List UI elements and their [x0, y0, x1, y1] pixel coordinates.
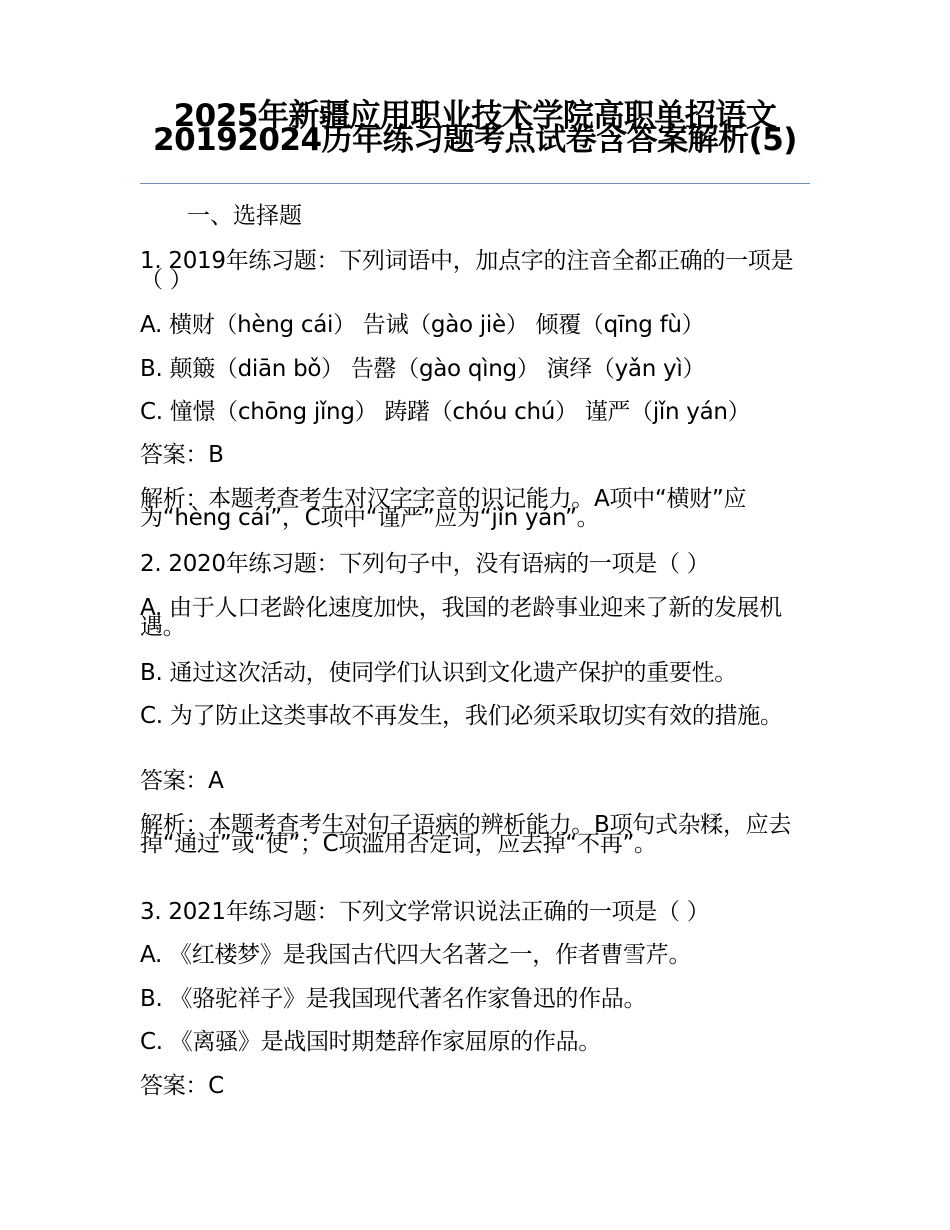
question-1-answer: 答案：B	[140, 442, 224, 468]
question-3-option-a: A. 《红楼梦》是我国古代四大名著之一，作者曹雪芹。	[140, 942, 692, 968]
question-1-stem: 1. 2019年练习题：下列词语中，加点字的注音全都正确的一项是（ ）	[140, 248, 794, 293]
question-1-option-a: A. 横财（hèng cái） 告诫（gào jiè） 倾覆（qīng fù）	[140, 312, 705, 338]
section-heading: 一、选择题	[187, 203, 302, 229]
question-3-option-c: C. 《离骚》是战国时期楚辞作家屈原的作品。	[140, 1029, 602, 1055]
question-3-answer: 答案：C	[140, 1073, 224, 1099]
question-2-option-c: C. 为了防止这类事故不再发生，我们必须采取切实有效的措施。	[140, 703, 783, 729]
document-title: 2025年新疆应用职业技术学院高职单招语文20192024历年练习题考点试卷含答案解析(5)	[153, 98, 797, 158]
question-2-option-b: B. 通过这次活动，使同学们认识到文化遗产保护的重要性。	[140, 660, 738, 686]
question-1-option-c: C. 憧憬（chōng jǐng） 踌躇（chóu chú） 谨严（jǐn yán）	[140, 399, 751, 425]
question-2-stem: 2. 2020年练习题：下列句子中，没有语病的一项是（ ）	[140, 551, 710, 577]
question-3-option-b: B. 《骆驼祥子》是我国现代著名作家鲁迅的作品。	[140, 986, 647, 1012]
title-divider	[140, 183, 810, 184]
question-2-option-a: A. 由于人口老龄化速度加快，我国的老龄事业迎来了新的发展机遇。	[140, 595, 782, 640]
question-1-option-b: B. 颠簸（diān bǒ） 告罄（gào qìng） 演绎（yǎn yì）	[140, 356, 706, 382]
question-3-stem: 3. 2021年练习题：下列文学常识说法正确的一项是（ ）	[140, 899, 710, 925]
question-1-explanation: 解析：本题考查考生对汉字字音的识记能力。A项中“横财”应为“hèng cái”，C项中“谨严”应为“jǐn yán”。	[140, 486, 747, 531]
question-2-explanation: 解析：本题考查考生对句子语病的辨析能力。B项句式杂糅，应去掉“通过”或“使”；C项滥用否定词，应去掉“不再”。	[140, 812, 792, 857]
question-2-answer: 答案：A	[140, 768, 224, 794]
